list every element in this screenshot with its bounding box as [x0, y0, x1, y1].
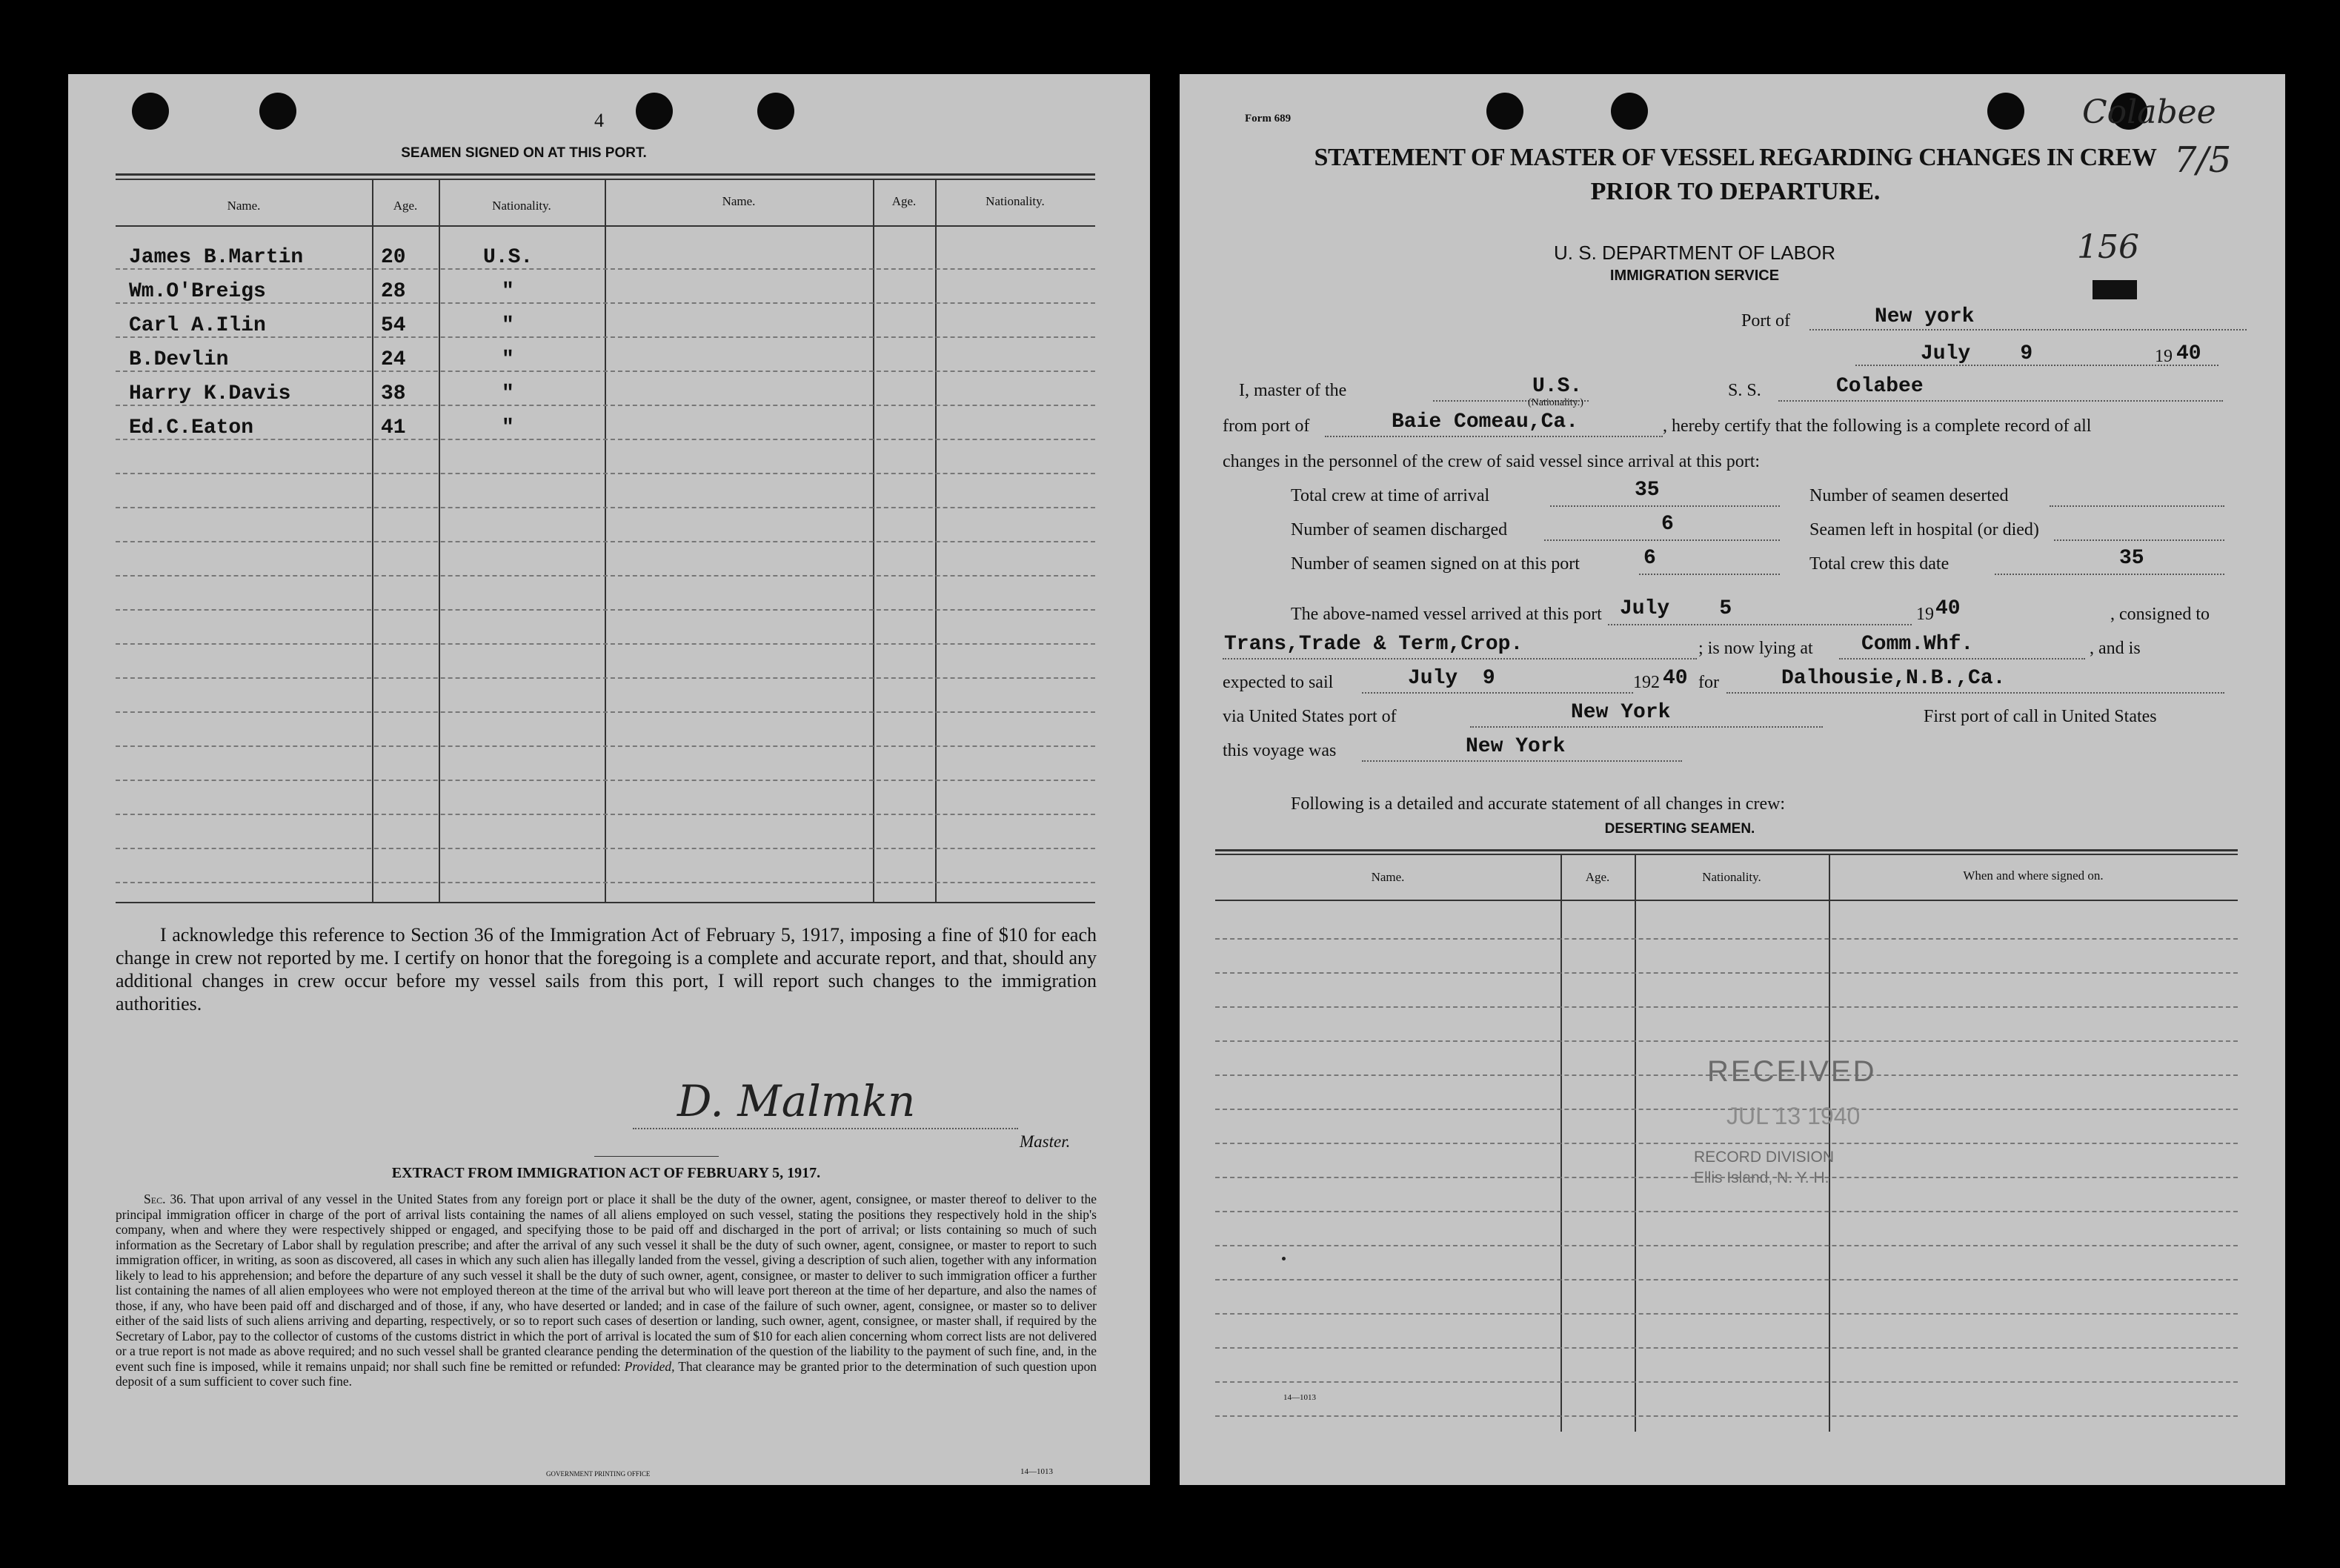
and-is: , and is: [2090, 639, 2141, 658]
nationality-value: U.S.: [1532, 375, 1583, 398]
ship-name: Colabee: [1836, 375, 1924, 398]
stamp-location: Ellis Island, N. Y. H.: [1694, 1169, 1829, 1186]
voyage-label: this voyage was: [1223, 741, 1337, 760]
consigned-label: , consigned to: [2110, 605, 2210, 624]
date-year-suffix: 40: [2176, 342, 2201, 365]
seaman-age: 20: [381, 246, 406, 269]
seaman-name: B.Devlin: [129, 348, 229, 371]
extract-lead: Sec. 36.: [144, 1192, 187, 1206]
form-code-right: 14—1013: [1283, 1393, 1316, 1402]
first-port-label: First port of call in United States: [1924, 707, 2157, 726]
seaman-age: 41: [381, 416, 406, 439]
certify-text: , hereby certify that the following is a complete record of all: [1663, 416, 2092, 436]
col-header-name: Name.: [1371, 870, 1405, 884]
changes-text: changes in the personnel of the crew of said vessel since arrival at this port:: [1223, 452, 1761, 471]
expected-label: expected to sail: [1223, 673, 1334, 692]
master-signature: D. Malmkn: [677, 1076, 916, 1126]
arrived-text: The above-named vessel arrived at this port: [1291, 605, 1602, 624]
extract-title: EXTRACT FROM IMMIGRATION ACT OF FEBRUARY 5, 1917.: [391, 1165, 821, 1181]
col-header-signed-on: When and where signed on.: [1963, 868, 2104, 883]
punch-hole: [757, 93, 794, 130]
form-code-left: 14—1013: [1020, 1467, 1053, 1476]
right-page: [1180, 74, 2285, 1485]
form-number: Form 689: [1245, 113, 1292, 124]
ink-dot: [1282, 1257, 1286, 1260]
master-prefix: I, master of the: [1239, 381, 1347, 400]
seaman-nationality: ": [502, 382, 514, 405]
punch-hole: [1987, 93, 2024, 130]
seaman-name: James B.Martin: [129, 246, 304, 269]
sail-year-prefix: 192: [1633, 673, 1660, 692]
stamp-date: JUL 13 1940: [1726, 1103, 1861, 1129]
file-number: 156: [2077, 228, 2139, 266]
col-header-name-2: Name.: [722, 194, 756, 208]
port-of-label: Port of: [1741, 311, 1790, 330]
seaman-name: Ed.C.Eaton: [129, 416, 254, 439]
department: U. S. DEPARTMENT OF LABOR: [1554, 242, 1835, 264]
col-header-nationality: Nationality.: [1702, 870, 1761, 884]
sail-year-suffix: 40: [1663, 667, 1688, 690]
port-of-value: New york: [1875, 305, 1975, 328]
redaction-block: [2093, 280, 2137, 299]
discharged-label: Number of seamen discharged: [1291, 520, 1508, 539]
for-label: for: [1698, 673, 1719, 692]
punch-hole: [636, 93, 673, 130]
total-crew-date: 35: [2119, 547, 2144, 570]
col-header-age: Age.: [1585, 870, 1610, 884]
stamp-received: RECEIVED: [1707, 1055, 1877, 1088]
via-label: via United States port of: [1223, 707, 1397, 726]
section-title: SEAMEN SIGNED ON AT THIS PORT.: [401, 145, 647, 161]
printer-mark: GOVERNMENT PRINTING OFFICE: [546, 1470, 651, 1478]
corner-note: Colabee: [2082, 93, 2216, 131]
left-page: [68, 74, 1150, 1485]
acknowledgment-text: I acknowledge this reference to Section 36 of the Immigration Act of February 5, 1917, imposing a fine of $10 for each change in crew not reported by me. I certify on honor that the foregoing is a complete and accurate report, and that, should any additional changes in crew occur before my vessel sails from this port, I will report such changes to the immigration authorities.: [116, 924, 1097, 1014]
deserted-label: Number of seamen deserted: [1809, 486, 2009, 505]
service: IMMIGRATION SERVICE: [1609, 268, 1780, 284]
seaman-age: 28: [381, 280, 406, 303]
seaman-age: 38: [381, 382, 406, 405]
col-header-name: Name.: [227, 199, 261, 213]
from-port-label: from port of: [1223, 416, 1310, 436]
arrived-year-suffix: 40: [1935, 597, 1961, 620]
sail-date: July 9: [1408, 667, 1495, 690]
seaman-nationality: ": [502, 314, 514, 337]
lying-at: Comm.Whf.: [1861, 633, 1974, 656]
col-header-age: Age.: [393, 199, 418, 213]
total-crew-date-label: Total crew this date: [1809, 554, 1950, 574]
following-text: Following is a detailed and accurate statement of all changes in crew:: [1291, 794, 1786, 814]
seaman-nationality: U.S.: [483, 246, 534, 269]
discharged: 6: [1661, 513, 1674, 536]
extract-proviso-lead: Provided,: [624, 1358, 675, 1374]
signature-area: [633, 1076, 1070, 1126]
master-label: Master.: [1020, 1132, 1071, 1151]
signed-on-label: Number of seamen signed on at this port: [1291, 554, 1580, 574]
hospital-label: Seamen left in hospital (or died): [1809, 520, 2039, 539]
col-header-nationality: Nationality.: [492, 199, 551, 213]
col-header-nationality-2: Nationality.: [985, 194, 1045, 208]
from-port-value: Baie Comeau,Ca.: [1392, 411, 1579, 433]
lying-label: ; is now lying at: [1698, 639, 1813, 658]
arrived-year-prefix: 19: [1916, 605, 1934, 624]
date-year-prefix: 19: [2155, 347, 2173, 366]
seaman-age: 54: [381, 314, 406, 337]
nationality-caption: (Nationality.): [1528, 397, 1583, 408]
form-title-line2: PRIOR TO DEPARTURE.: [1590, 178, 1881, 205]
form-title-line1: STATEMENT OF MASTER OF VESSEL REGARDING CHANGES IN CREW: [1314, 144, 2157, 171]
punch-hole: [1486, 93, 1523, 130]
seaman-age: 24: [381, 348, 406, 371]
total-crew-arrival-label: Total crew at time of arrival: [1291, 486, 1490, 505]
col-header-age-2: Age.: [891, 194, 917, 208]
seaman-name: Carl A.Ilin: [129, 314, 266, 337]
extract-proviso: That clearance may be granted prior to the determination of such question upon deposit of a sum sufficient to cover such fine.: [116, 1358, 1097, 1389]
signed-on: 6: [1643, 547, 1656, 570]
extract-body: [116, 1192, 1097, 1389]
page-number: 4: [594, 110, 604, 131]
destination: Dalhousie,N.B.,Ca.: [1781, 667, 2006, 690]
punch-hole: [132, 93, 169, 130]
seaman-name: Wm.O'Breigs: [129, 280, 266, 303]
deserting-title: DESERTING SEAMEN.: [1604, 821, 1755, 837]
total-crew-arrival: 35: [1635, 479, 1660, 502]
seaman-nationality: ": [502, 280, 514, 303]
seaman-nationality: ": [502, 348, 514, 371]
punch-hole: [1611, 93, 1648, 130]
seaman-name: Harry K.Davis: [129, 382, 291, 405]
arrived-date: July 5: [1620, 597, 1732, 620]
seaman-nationality: ": [502, 416, 514, 439]
corner-fraction: 7/5: [2174, 139, 2232, 181]
punch-hole: [259, 93, 296, 130]
via-port: New York: [1571, 701, 1671, 724]
first-port: New York: [1466, 735, 1566, 758]
extract-text: That upon arrival of any vessel in the United States from any foreign port or place it shall be the duty of the owner, agent, consignee, or master thereof to deliver to the principal immigration officer in charge of the port of arrival lists containing the names of all aliens employed on such vessel, stating the positions they respectively hold in the ship's company, when and where they were respectively shipped or engaged, and specifying those to be paid off and discharged in the port of arrival; or lists containing so much of such information as the Secretary of Labor shall by regulation prescribe; and after the arrival of any such vessel it shall be the duty of such owner, agent, consignee, or master to report to such immigration officer, in writing, as soon as discovered, all cases in which any such alien has illegally landed from the vessel, giving a description of such alien, together with any information likely to lead to his apprehension; and before the departure of any such vessel it shall be the duty of such owner, agent, consignee, or master to deliver to such immigration officer a further list containing the names of all alien employees who were not employed thereon at the time of the arrival but who will leave port thereon at the time of her departure, and also the names of those, if any, who have been paid off and discharged and of those, if any, who have deserted or landed; and in case of the failure of such owner, agent, consignee, or master so to deliver either of the said lists of such aliens arriving and departing, respectively, or so to report such cases of desertion or landing, such owner, agent, consignee, or master shall, if required by the Secretary of Labor, pay to the collector of customs of the customs district in which the port of arrival is located the sum of $10 for each alien concerning whom correct lists are not delivered or a true report is not made as above required; and no such vessel shall be granted clearance pending the determination of the question of the liability to the payment of such fine, and, in the event such fine is imposed, while it remains unpaid; nor shall such fine be remitted or refunded:: [116, 1192, 1097, 1374]
form-date: July 9: [1921, 342, 2033, 365]
stamp-division: RECORD DIVISION: [1694, 1149, 1835, 1166]
ss-label: S. S.: [1728, 381, 1761, 400]
consignee: Trans,Trade & Term,Crop.: [1224, 633, 1523, 656]
